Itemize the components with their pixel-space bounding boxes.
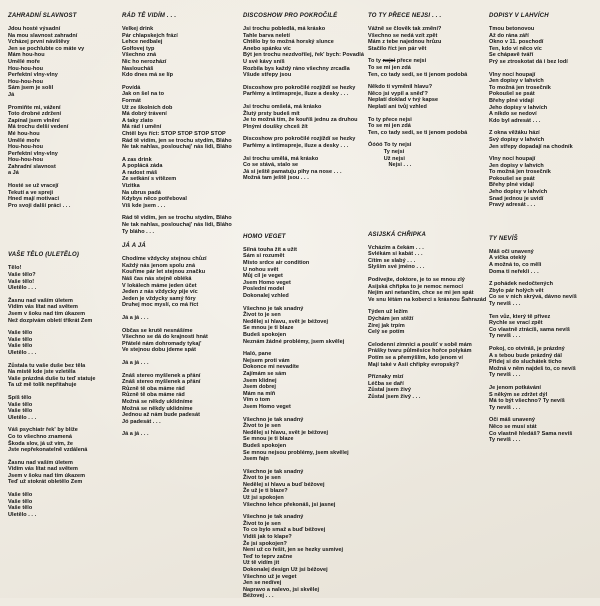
stanza: Všechno je tak snadný Život to je sen Nedělej si hlavu a buď béžovej Že už je ti blaze? Už jsi spokojen Všechno lehce překonáš, jsi jasnej: [243, 468, 336, 508]
stanza: Celodenní zimnici a poušť v sobě mám Prášky tvaru půlměsíce hořce polykám Potím se a přemýšlím, kdo jenom ví Mají také v Asii chřipky evropský?: [368, 341, 472, 368]
stanza: Discoshow pro pokročilé rozjíždí se hezky Parfémy a intimspreje, iluze a desky . . .: [243, 84, 356, 98]
stanza: Z pohádek nedočtených Zbylo pár holých vět Co se v nich skrývá, dávno nevíš Ty nevíš . . .: [489, 281, 577, 307]
stanza: Ten vůz, který tě přivez Rychle se vrací zpět Co vlastně ztrácíš, sama nevíš Ty nevíš . . .: [489, 313, 570, 340]
song-title: DISCOSHOW PRO POKROČILÉ: [243, 13, 338, 19]
stanza: To ty nejsi přece nejsi To se mi jen zdá Ten, co tady sedí, se ti jenom podobá: [368, 58, 468, 78]
song-title: RÁD TĚ VIDÍM . . .: [122, 13, 177, 19]
song: [243, 234, 368, 600]
stanza: Z okna věžáku hází Svý dopisy v lahvích Jen střepy dopadají na chodník: [489, 130, 573, 150]
stanza: Vaše tělo Vaše tělo Vaše tělo Uletělo . . .: [8, 492, 37, 518]
stanza: Haló, pane Nejsem proti vám Dokonce mi nevadíte Zajímám se sám Jsem klidnej Jsem dobrej Mám na míň Vím o tom Jsem Homo veget: [243, 351, 299, 410]
song: [122, 243, 243, 438]
stanza: Promiňte mi, vážení Toto drobné zdržení Zapínal jsem vlnění Má trochu delší vedení Mé hou-hou Umělé moře Hou-hou-hou Perfektní vlny-vlny Hou-hou-hou Zahradní slavnost a Já: [8, 104, 69, 177]
song-title: VAŠE TĚLO (ULETĚLO): [8, 252, 80, 259]
stanza: Podívejte, doktore, je to se mnou zlý Asijská chřipka to je nemoc nemocí Nejím ani netančím, chce se mi jen spát Ve snu létám na koberci s krásnou Šahrazád: [368, 277, 487, 303]
song: [8, 252, 122, 518]
column-4: [368, 13, 489, 407]
song-title: TY NEVÍŠ: [489, 235, 518, 242]
stanza: A zas drink A poplácá záda A radost máš Ze setkání s vítězem Vizitka Na ubrus padá Kdybys něco potřeboval Víš kde jsem . . .: [122, 156, 187, 209]
song: [489, 13, 600, 209]
stanza: Týden už ležím Dýchám jen stěží Zírej jak trpím Celý se potím: [368, 309, 414, 336]
song: [489, 236, 600, 444]
stanza: Všechno je tak snadný Život to je sen Nedělej si hlavu, svět je béžovej Se mnou je ti blaze Budeš spokojen Se mnou nejsou problémy, jsem skvělej Jsem fajn: [243, 416, 349, 463]
stanza: Jdou hosté výsadní Na mou slavnost zahradní Vcházej první návštěvy Jen se pochlubte co máte vy Mám hou-hou Umělé moře Hou-hou-hou Perfektní vlny-vlny Hou-hou-hou Sám jsem je solil Já: [8, 26, 85, 98]
song-title: ASIJSKÁ CHŘIPKA: [368, 231, 427, 238]
stanza: Pokoj, co otvíráš, je prázdný A s tebou bude prázdný dál Přidej si do sluchátek ticho Možná v něm najdeš to, co nevíš Ty nevíš . . .: [489, 345, 576, 379]
song: [368, 13, 489, 169]
stanza: Chodíme vždycky stejnou chůzí Každý nás jenom spolu zná Kouříme pár let stejnou značku Náš čas nás stejně obléká V lokálech máme jeden účet Jeden z nás vždycky pije víc Jeden je vždycky samý fóry Druhej moc myslí, co má říct: [122, 256, 207, 309]
stanza: Všechno je tak snadný Život to je sen To co bylo smaž a buď béžovej Vidíš jak to klape? Že jsi spokojen? Není už co řešit, jen se hezky usmívej Teď to teprv začne Už tě vidím jít Dokonalej design Už jsi béžovej Všechno už je veget Jen se nedívej Napravo a nalevo, jsi skvělej Béžovej . . .: [243, 514, 344, 600]
stanza: Já a já . . .: [122, 314, 149, 321]
column-3: [243, 13, 368, 606]
stanza: Máš oči unavený A víčka oteklý A možná to, co měli Doma ti neřekli . . .: [489, 248, 542, 275]
stanza: Óóóó To ty nejsi Ty nejsi Už nejsi Nejsi . . .: [368, 142, 412, 169]
stanza: Jsi trochu pobledlá, má krásko Tahle barva neletí Chtělo by to možná horský slunce Anebo spánku víc Být jen trochu nezdvořilej, řek' bych: Povadlá U své kávy sníš Rozbila bys každý ráno všechny zrcadla Všude střepy jsou: [243, 26, 364, 79]
stanza: Hosté se už vracejí Tekutí a ve spreji Hned mají motivaci Pro svoji další práci . . .: [8, 183, 71, 209]
stanza: Občas se krutě nesnášíme Všechno se dá do krajnosti hnát Přátelé nám dohromady tykaj' Ve stejnou dobu jdeme spát: [122, 327, 208, 354]
stanza: Vlny nocí houpají Jen dopisy v lahvích To možná jen trosečník Pokoušel se psát Břehy plné vídají Jeho dopisy v lahvích A nikdo se nedoví Kdo byl adresát . . .: [489, 71, 551, 124]
stanza: Rád tě vidím, jen se trochu stydím, Bláho Ne tak nahlas, poslouchaj' nás lidi, Bláho Ty bláho . . .: [122, 215, 232, 235]
stanza: Váš psychiatr řek' by blíže Co to všechno znamená Škoda slov, já už vím, že Jste nepřekonatelně vzdálená: [8, 427, 88, 454]
song-title: HOMO VEGET: [243, 233, 286, 240]
stanza: Tmou betonovou Až do rána září Okno v 11. poschodí Ten, kdo ví něco víc Se chápavě tváří Prý se ztroskotat dá i bez lodí: [489, 26, 568, 65]
stanza: Povídá Jak on šel na to Formát Už ze školních dob Má dobrý trávení A taky zlato Má rád i umění Chtěl bys říct: STOP STOP STOP STOP Rád tě vidím, jen se trochu stydím, Bláho Ne tak nahlas, poslouchaj' nás lidi, Bláho: [122, 84, 232, 151]
stanza: Někdo ti vyměnil hlavu? Něco jsi vypil a sněd'? Neplatí doklad v tvý kapse Neplatí ani tvůj vzhled: [368, 84, 439, 110]
stanza: Já a já . . .: [122, 431, 149, 438]
stanza: To ty přece nejsi To se mi jen zdá Ten, co tady sedí, se ti jenom podobá: [368, 116, 468, 136]
stanza: Je jenom potkávání S někým se zdržet dýl Má to být všechno? Ty nevíš Ty nevíš . . .: [489, 384, 565, 411]
song: [368, 232, 489, 401]
stanza: Vlny nocí houpají Jen dopisy v lahvích To možná jen trosečník Pokoušel se psát Břehy plné vídají Jeho dopisy v lahvích Snad jednou je uvidí Pravý adresát . . .: [489, 156, 551, 209]
song-title: TO TY PŘECE NEJSI . . .: [368, 13, 442, 19]
song-title: DOPISY V LAHVÍCH: [489, 13, 549, 19]
stanza: Jsi trochu omšelá, má krásko Žlutý prsty budeš mít Je to možná tím, že kouříš jednu za druhou Plnými doušky chceš žít: [243, 103, 358, 130]
stanza: Tělo! Vaše tělo? Vaše tělo! Uletělo . . .: [8, 265, 37, 292]
stanza: Spíš tělo Vaše tělo Vaše tělo Uletělo . . .: [8, 394, 37, 421]
stanza: Silná touha žít a užít Sám si rozumět Místo srdce air condition U nohou svět Můj cíl je veget Jsem Homo veget Poslední model Dokonalej vzhled: [243, 246, 310, 300]
song: [8, 13, 122, 209]
stanza: Vcházím a čekám . . . Svlékám si kabát . . . Cítím se slabý . . . Slyším své jméno . . .: [368, 244, 425, 271]
stanza: Já a já . . .: [122, 359, 149, 366]
stanza: Příznaky mizí Léčba se daří Zůstal jsem živý Zůstal jsem živý . . .: [368, 374, 421, 400]
song: [122, 13, 243, 235]
stanza: Znáš stereo myšlenek a přání Znáš stereo myšlenek a přání Různě tě oba máme rád Různě tě oba máme rád Možná se někdy uklidníme Možná se někdy uklidníme Jednou až nám bude padesát Jó padesát . . .: [122, 372, 201, 425]
stanza: Žasnu nad vaším úletem Vidím vás lítat nad světem Jsem v šoku nad tím úkazem Než dozpívám obletí třikrát Zem: [8, 297, 93, 324]
stanza: Discoshow pro pokročilé rozjíždí se hezky Parfémy a intimspreje, iluze a desky . . .: [243, 136, 356, 149]
column-1: [8, 13, 122, 524]
song-title: ZAHRADNÍ SLAVNOST: [8, 13, 77, 19]
lyrics-columns: [8, 13, 600, 606]
stanza: Všechno je tak snadný Život to je sen Nedělej si hlavu, svět je béžovej Se mnou je ti blaze Budeš spokojen Neznám žádné problémy, jsem skvělej: [243, 305, 345, 345]
stanza: Jsi trochu umělá, má krásko Co se stává, stalo se Já si ještě pamatuju pihy na nose . . . Možná tam ještě jsou . . .: [243, 155, 342, 182]
stanza: Oči máš unavený Něco se musí stát Co vlastně hledáš? Sama nevíš Ty nevíš . . .: [489, 417, 573, 444]
song-title: JÁ A JÁ: [122, 243, 146, 250]
column-2: [122, 13, 243, 444]
stanza: Vaše tělo Vaše tělo Vaše tělo Uletělo . . .: [8, 330, 37, 356]
struck-word: nejsi: [382, 58, 396, 65]
stanza: Zůstala tu vaše duše bez těla Na místě kde jste vzletěla Vaše prázdná duše tu teď statuje Ta už mě tolik nepřitahuje: [8, 362, 96, 389]
song: [243, 13, 368, 182]
column-5: [489, 13, 600, 450]
stanza: Žasnu nad vaším úletem Vidím vás lítat nad světem Jsem v šoku nad tím úkazem Teď už stokrát obletělo Zem: [8, 459, 86, 486]
stanza: Velkej drink Pár chlapskejch frází Lehce nedbalej Golfovej typ Všechno zná Nic ho nerozhází Nasloucháš Kdo dnes má se líp: [122, 26, 178, 79]
stanza: Vážně se člověk tak změní? Všechno se nedá vzít zpět Mám z tebe najednou hrůzu Stačilo říct jen pár vět: [368, 26, 442, 52]
